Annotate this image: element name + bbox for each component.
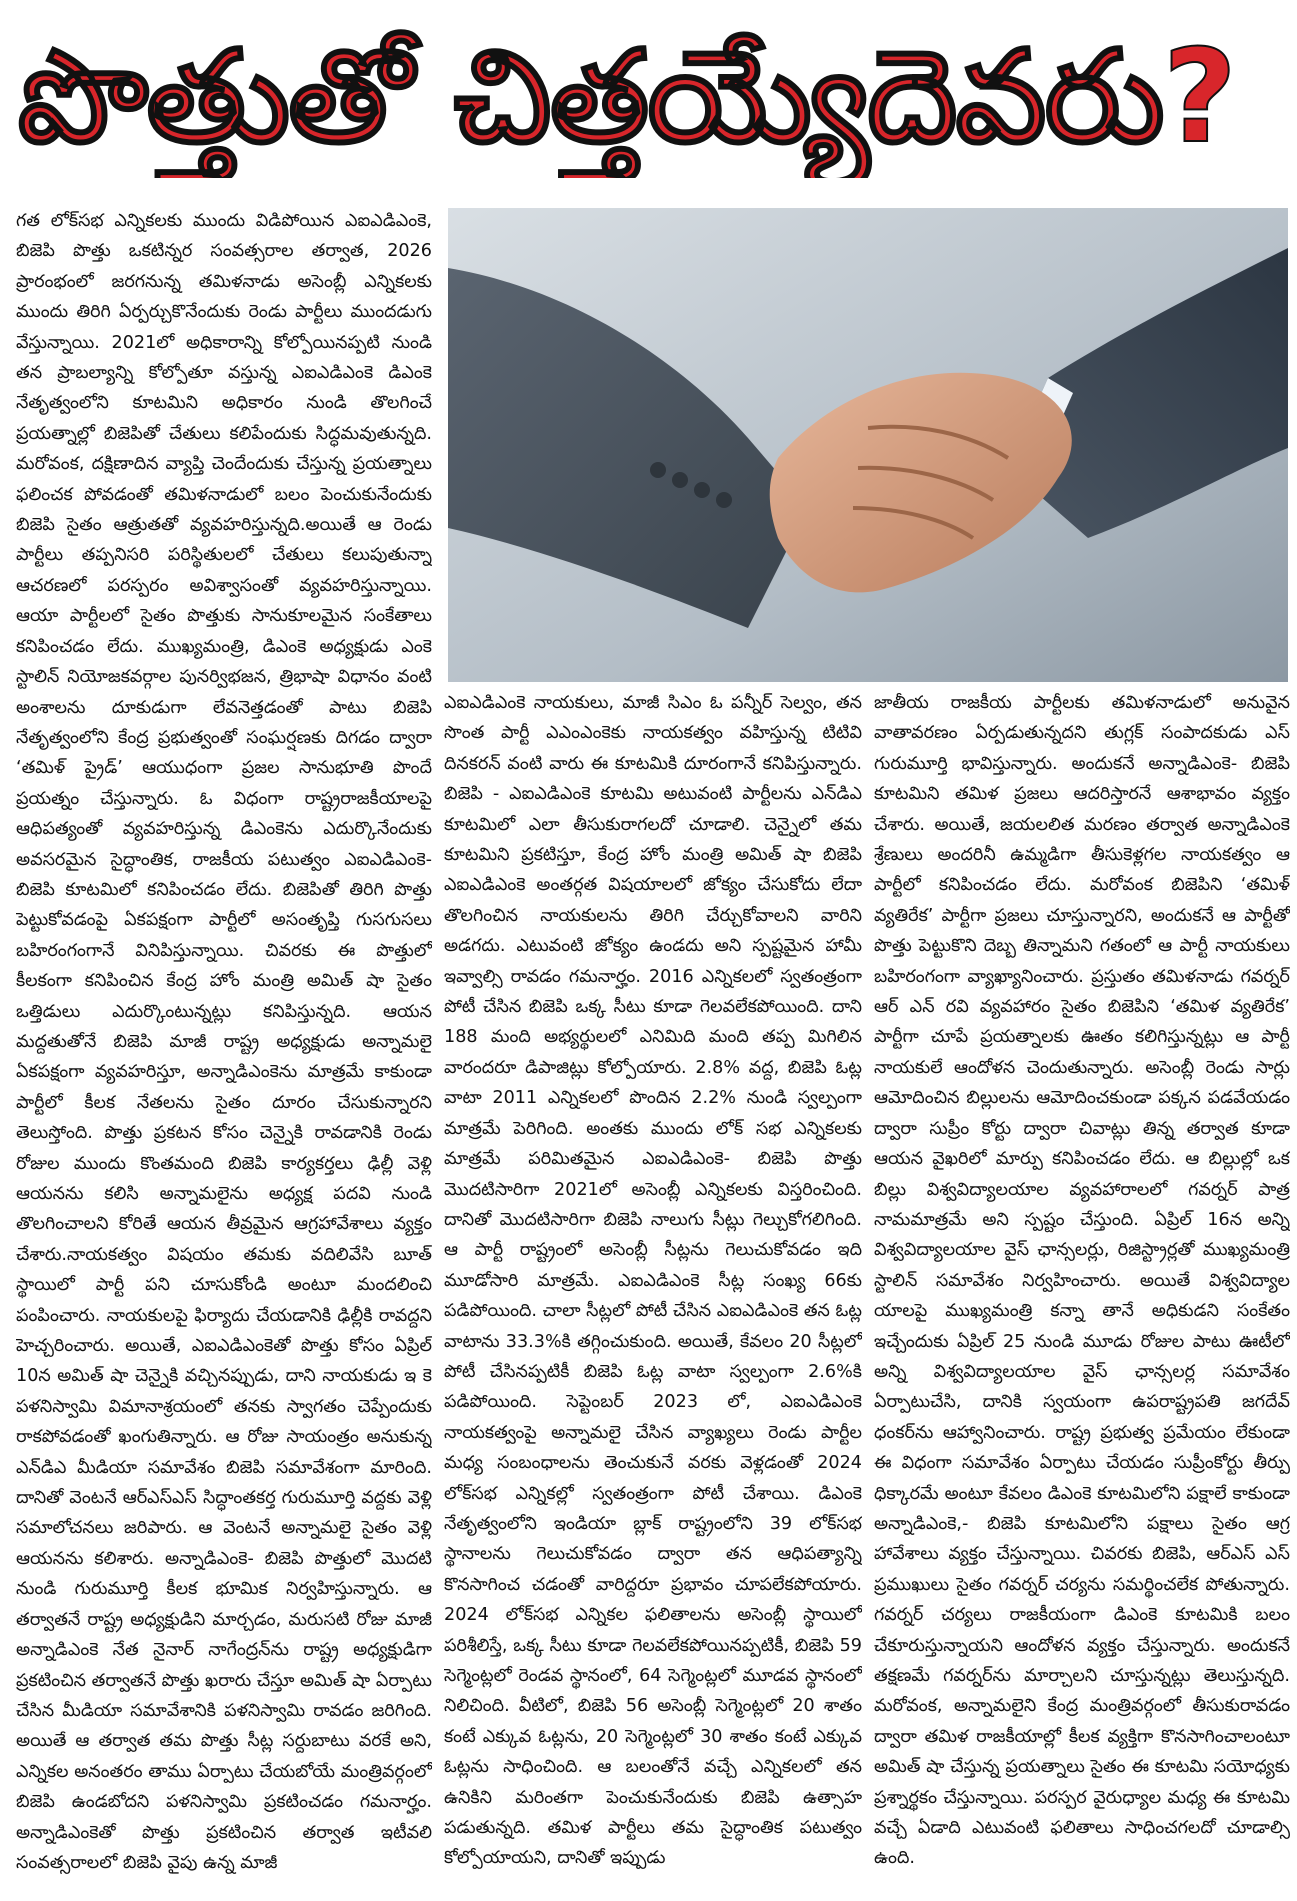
handshake-illustration — [448, 208, 1288, 682]
column-3-text: జాతీయ రాజకీయ పార్టీలకు తమిళనాడులో అనువైన వాతావరణం ఏర్పడుతున్నదని తుగ్లక్ సంపాదకుడు ఎస్ గురుమూర్తి భావిస్తున్నారు. అందుకనే అన్నాడిఎంకె- బిజెపి కూటమిని తమిళ ప్రజలు ఆదరిస్తారనే ఆశాభావం వ్యక్తం చేశారు. అయితే, జయలలిత మరణం తర్వాత అన్నాడిఎంకె శ్రేణులు అందరినీ ఉమ్మడిగా తీసుకెళ్లగల నాయకత్వం ఆ పార్టీలో కనిపించడం లేదు. మరోవంక బిజెపిని ‘తమిళ్ వ్యతిరేక’ పార్టీగా ప్రజలు చూస్తున్నారని, అందుకనే ఆ పార్టీతో పొత్తు పెట్టుకొని దెబ్బ తిన్నామని గతంలో ఆ పార్టీ నాయకులు బహిరంగంగా వ్యాఖ్యానించారు. ప్రస్తుతం తమిళనాడు గవర్నర్ ఆర్ ఎన్ రవి వ్యవహారం సైతం బిజెపిని ‘తమిళ వ్యతిరేక’ పార్టీగా చూపే ప్రయత్నాలకు ఊతం కలిగిస్తున్నట్లు ఆ పార్టీ నాయకులే ఆందోళన చెందుతున్నారు. అసెంబ్లీ రెండు సార్లు ఆమోదించిన బిల్లులను ఆమోదించకుండా పక్కన పడవేయడం ద్వారా సుప్రీం కోర్టు ద్వారా చివాట్లు తిన్న తర్వాత కూడా ఆయన వైఖరిలో మార్పు కనిపించడం లేదు. ఆ బిల్లుల్లో ఒక బిల్లు విశ్వవిద్యాలయాల వ్యవహారాలలో గవర్నర్ పాత్ర నామమాత్రమే అని స్పష్టం చేస్తుంది. ఏప్రిల్ 16న అన్ని విశ్వవిద్యాలయాల వైస్ ఛాన్సలర్లు, రిజిస్ట్రార్లతో ముఖ్యమంత్రి స్టాలిన్ సమావేశం నిర్వహించారు. అయితే విశ్వవిద్యాల యాలపై ముఖ్యమంత్రి కన్నా తానే అధికుడని సంకేతం ఇచ్చేందుకు ఏప్రిల్ 25 నుండి మూడు రోజుల పాటు ఊటీలో అన్ని విశ్వవిద్యాలయాల వైస్ ఛాన్సలర్ల సమావేశం ఏర్పాటుచేసి, దానికి స్వయంగా ఉపరాష్ట్రపతి జగదేవ్ ధంకర్‌ను ఆహ్వానించారు. రాష్ట్ర ప్రభుత్వ ప్రమేయం లేకుండా ఈ విధంగా సమావేశం ఏర్పాటు చేయడం సుప్రీంకోర్టు తీర్పు ధిక్కారమే అంటూ కేవలం డిఎంకె కూటమిలోని పక్షాలే కాకుండా అన్నాడిఎంకె,- బిజెపి కూటమిలోని పక్షాలు సైతం ఆగ్ర హావేశాలు వ్యక్తం చేస్తున్నాయి. చివరకు బిజెపి, ఆర్‌ఎస్ ఎస్ ప్రముఖులు సైతం గవర్నర్ చర్యను సమర్థించలేక పోతున్నారు. గవర్నర్ చర్యలు రాజకీయంగా డిఎంకె కూటమికి బలం చేకూరుస్తున్నాయని ఆందోళన వ్యక్తం చేస్తున్నారు. అందుకనే తక్షణమే గవర్నర్‌ను మార్చాలని చూస్తున్నట్లు తెలుస్తున్నది. మరోవంక, అన్నామలైని కేంద్ర మంత్రివర్గంలో తీసుకురావడం ద్వారా తమిళ రాజకీయాల్లో కీలక వ్యక్తిగా కొనసాగించాలంటూ అమిత్ షా చేస్తున్న ప్రయత్నాలు సైతం ఈ కూటమి సయోధ్యకు ప్రశ్నార్థకం చేస్తున్నాయి. పరస్పర వైరుధ్యాల మధ్య ఈ కూటమి వచ్చే ఏడాది ఎటువంటి ఫలితాలు సాధించగలదో చూడాల్సి ఉంది. — [874, 693, 1290, 1869]
column-1-text: గత లోక్‌సభ ఎన్నికలకు ముందు విడిపోయిన ఎఐఎడిఎంకె, బిజెపి పొత్తు ఒకటిన్నర సంవత్సరాల తర్వాత, 2026 ప్రారంభంలో జరగనున్న తమిళనాడు అసెంబ్లీ ఎన్నికలకు ముందు తిరిగి ఏర్పర్చుకొనేందుకు రెండు పార్టీలు ముందడుగు వేస్తున్నాయి. 2021లో అధికారాన్ని కోల్పోయినప్పటి నుండి తన ప్రాబల్యాన్ని కోల్పోతూ వస్తున్న ఎఐఎడిఎంకె డిఎంకె నేతృత్వంలోని కూటమిని అధికారం నుండి తొలగించే ప్రయత్నాల్లో బిజెపితో చేతులు కలిపేందుకు సిద్ధమవుతున్నది. మరోవంక, దక్షిణాదిన వ్యాప్తి చెందేందుకు చేస్తున్న ప్రయత్నాలు ఫలించక పోవడంతో తమిళనాడులో బలం పెంచుకునేందుకు బిజెపి సైతం ఆత్రుతతో వ్యవహరిస్తున్నది.అయితే ఆ రెండు పార్టీలు తప్పనిసరి పరిస్థితులలో చేతులు కలుపుతున్నా ఆచరణలో పరస్పరం అవిశ్వాసంతో వ్యవహరిస్తున్నాయి. ఆయా పార్టీలలో సైతం పొత్తుకు సానుకూలమైన సంకేతాలు కనిపించడం లేదు. ముఖ్యమంత్రి, డిఎంకె అధ్యక్షుడు ఎంకె స్టాలిన్ నియోజకవర్గాల పునర్విభజన, త్రిభాషా విధానం వంటి అంశాలను దూకుడుగా లేవనెత్తడంతో పాటు బిజెపి నేతృత్వంలోని కేంద్ర ప్రభుత్వంతో సంఘర్షణకు దిగడం ద్వారా ‘తమిళ్ ప్రైడ్’ ఆయుధంగా ప్రజల సానుభూతి పొందే ప్రయత్నం చేస్తున్నారు. ఓ విధంగా రాష్ట్రరాజకీయాలపై ఆధిపత్యంతో వ్యవహరిస్తున్న డిఎంకెను ఎదుర్కొనేందుకు అవసరమైన సైద్ధాంతిక, రాజకీయ పటుత్వం ఎఐఎడిఎంకె- బిజెపి కూటమిలో కనిపించడం లేదు. బిజెపితో తిరిగి పొత్తు పెట్టుకోవడంపై ఏకపక్షంగా పార్టీలో అసంతృప్తి గుసగుసలు బహిరంగంగానే వినిపిస్తున్నాయి. చివరకు ఈ పొత్తులో కీలకంగా కనిపించిన కేంద్ర హోం మంత్రి అమిత్ షా సైతం ఒత్తిడులు ఎదుర్కొంటున్నట్లు కనిపిస్తున్నది. ఆయన మద్దతుతోనే బిజెపి మాజీ రాష్ట్ర అధ్యక్షుడు అన్నామలై ఏకపక్షంగా వ్యవహరిస్తూ, అన్నాడిఎంకెను మాత్రమే కాకుండా పార్టీలో కీలక నేతలను సైతం దూరం చేసుకున్నారని తెలుస్తోంది. పొత్తు ప్రకటన కోసం చెన్నైకి రావడానికి రెండు రోజుల ముందు కొంతమంది బిజెపి కార్యకర్తలు ఢిల్లీ వెళ్లి ఆయనను కలిసి అన్నామలైను అధ్యక్ష పదవి నుండి తొలగించాలని కోరితే ఆయన తీవ్రమైన ఆగ్రహావేశాలు వ్యక్తం చేశారు.నాయకత్వం విషయం తమకు వదిలివేసి బూత్ స్థాయిలో పార్టీ పని చూసుకోండి అంటూ మందలించి పంపించారు. నాయకులపై ఫిర్యాదు చేయడానికి ఢిల్లీకి రావద్దని హెచ్చరించారు. అయితే, ఎఐఎడిఎంకెతో పొత్తు కోసం ఏప్రిల్ 10న అమిత్ షా చెన్నైకి వచ్చినప్పుడు, దాని నాయకుడు ఇ కె పళనిస్వామి విమానాశ్రయంలో తనకు స్వాగతం చెప్పేందుకు రాకపోవడంతో ఖంగుతిన్నారు. ఆ రోజు సాయంత్రం అనుకున్న ఎన్‌డిఎ మీడియా సమావేశం బిజెపి సమావేశంగా మారింది. దానితో వెంటనే ఆర్‌ఎస్‌ఎస్ సిద్ధాంతకర్త గురుమూర్తి వద్దకు వెళ్లి సమాలోచనలు జరిపారు. ఆ వెంటనే అన్నామలై సైతం వెళ్లి ఆయనను కలిశారు. అన్నాడిఎంకె- బిజెపి పొత్తులో మొదటి నుండి గురుమూర్తి కీలక భూమిక నిర్వహిస్తున్నారు. ఆ తర్వాతనే రాష్ట్ర అధ్యక్షుడిని మార్చడం, మరుసటి రోజు మాజీ అన్నాడిఎంకె నేత నైనార్ నాగేంద్రన్‌ను రాష్ట్ర అధ్యక్షుడిగా ప్రకటించిన తర్వాతనే పొత్తు ఖరారు చేస్తూ అమిత్ షా ఏర్పాటు చేసిన మీడియా సమావేశానికి పళనిస్వామి రావడం జరిగింది. అయితే ఆ తర్వాత తమ పొత్తు సీట్ల సర్దుబాటు వరకే అని, ఎన్నికల అనంతరం తాము ఏర్పాటు చేయబోయే మంత్రివర్గంలో బిజెపి ఉండబోదని పళనిస్వామి ప్రకటించడం గమనార్హం. అన్నాడిఎంకెతో పొత్తు ప్రకటించిన తర్వాత ఇటీవలి సంవత్సరాలలో బిజెపి వైపు ఉన్న మాజీ — [16, 211, 432, 1873]
article-column-2 — [444, 688, 862, 1896]
article-column-3 — [874, 688, 1290, 1896]
headline: పొత్తుతో చిత్తయ్యేదెవరు? — [18, 23, 1235, 172]
column-2-text: ఎఐఎడిఎంకె నాయకులు, మాజీ సిఎం ఓ పన్నీర్ సెల్వం, తన సొంత పార్టీ ఎఎంఎంకెకు నాయకత్వం వహిస్తున్న టిటివి దినకరన్ వంటి వారు ఈ కూటమికి దూరంగానే కనిపిస్తున్నారు. బిజెపి - ఎఐఎడిఎంకె కూటమి అటువంటి పార్టీలను ఎన్‌డిఎ కూటమిలో ఎలా తీసుకురాగలదో చూడాలి. చెన్నైలో తమ కూటమిని ప్రకటిస్తూ, కేంద్ర హోం మంత్రి అమిత్ షా బిజెపి ఎఐఎడిఎంకె అంతర్గత విషయాలలో జోక్యం చేసుకోదు లేదా తొలగించిన నాయకులను తిరిగి చేర్చుకోవాలని వారిని అడగదు. ఎటువంటి జోక్యం ఉండదు అని స్పష్టమైన హామీ ఇవ్వాల్సి రావడం గమనార్హం. 2016 ఎన్నికలలో స్వతంత్రంగా పోటీ చేసిన బిజెపి ఒక్క సీటు కూడా గెలవలేకపోయింది. దాని 188 మంది అభ్యర్థులలో ఎనిమిది మంది తప్ప మిగిలిన వారందరూ డిపాజిట్లు కోల్పోయారు. 2.8% వద్ద, బిజెపి ఓట్ల వాటా 2011 ఎన్నికలలో పొందిన 2.2% నుండి స్వల్పంగా మాత్రమే పెరిగింది. అంతకు ముందు లోక్ సభ ఎన్నికలకు మాత్రమే పరిమితమైన ఎఐఎడిఎంకె- బిజెపి పొత్తు మొదటిసారిగా 2021లో అసెంబ్లీ ఎన్నికలకు విస్తరించింది. దానితో మొదటిసారిగా బిజెపి నాలుగు సీట్లు గెల్చుకోగలిగింది. ఆ పార్టీ రాష్ట్రంలో అసెంబ్లీ సీట్లను గెలుచుకోవడం ఇది మూడోసారి మాత్రమే. ఎఐఎడిఎంకె సీట్ల సంఖ్య 66కు పడిపోయింది. చాలా సీట్లలో పోటీ చేసిన ఎఐఎడిఎంకె తన ఓట్ల వాటాను 33.3%కి తగ్గించుకుంది. అయితే, కేవలం 20 సీట్లలో పోటీ చేసినప్పటికీ బిజెపి ఓట్ల వాటా స్వల్పంగా 2.6%కి పడిపోయింది. సెప్టెంబర్ 2023 లో, ఎఐఎడిఎంకె నాయకత్వంపై అన్నామలై చేసిన వ్యాఖ్యలు రెండు పార్టీల మధ్య సంబంధాలను తెంచుకునే వరకు వెళ్లడంతో 2024 లోక్‌సభ ఎన్నికల్లో స్వతంత్రంగా పోటీ చేశాయి. డిఎంకె నేతృత్వంలోని ఇండియా బ్లాక్ రాష్ట్రంలోని 39 లోక్‌సభ స్థానాలను గెలుచుకోవడం ద్వారా తన ఆధిపత్యాన్ని కొనసాగించ చడంతో వారిద్దరూ ప్రభావం చూపలేకపోయారు. 2024 లోక్‌సభ ఎన్నికల ఫలితాలను అసెంబ్లీ స్థాయిలో పరిశీలిస్తే, ఒక్క సీటు కూడా గెలవలేకపోయినప్పటికీ, బిజెపి 59 సెగ్మెంట్లలో రెండవ స్థానంలో, 64 సెగ్మెంట్లలో మూడవ స్థానంలో నిలిచింది. వీటిలో, బిజెపి 56 అసెంబ్లీ సెగ్మెంట్లలో 20 శాతం కంటే ఎక్కువ ఓట్లను, 20 సెగ్మెంట్లలో 30 శాతం కంటే ఎక్కువ ఓట్లను సాధించింది. ఆ బలంతోనే వచ్చే ఎన్నికలలో తన ఉనికిని మరింతగా పెంచుకునేందుకు బిజెపి ఉత్సాహ పడుతున్నది. తమిళ పార్టీలు తమ సైద్ధాంతిక పటుత్వం కోల్పోయాయని, దానితో ఇప్పుడు — [444, 693, 862, 1869]
handshake-photo — [448, 208, 1288, 682]
article-column-1 — [16, 206, 432, 1896]
